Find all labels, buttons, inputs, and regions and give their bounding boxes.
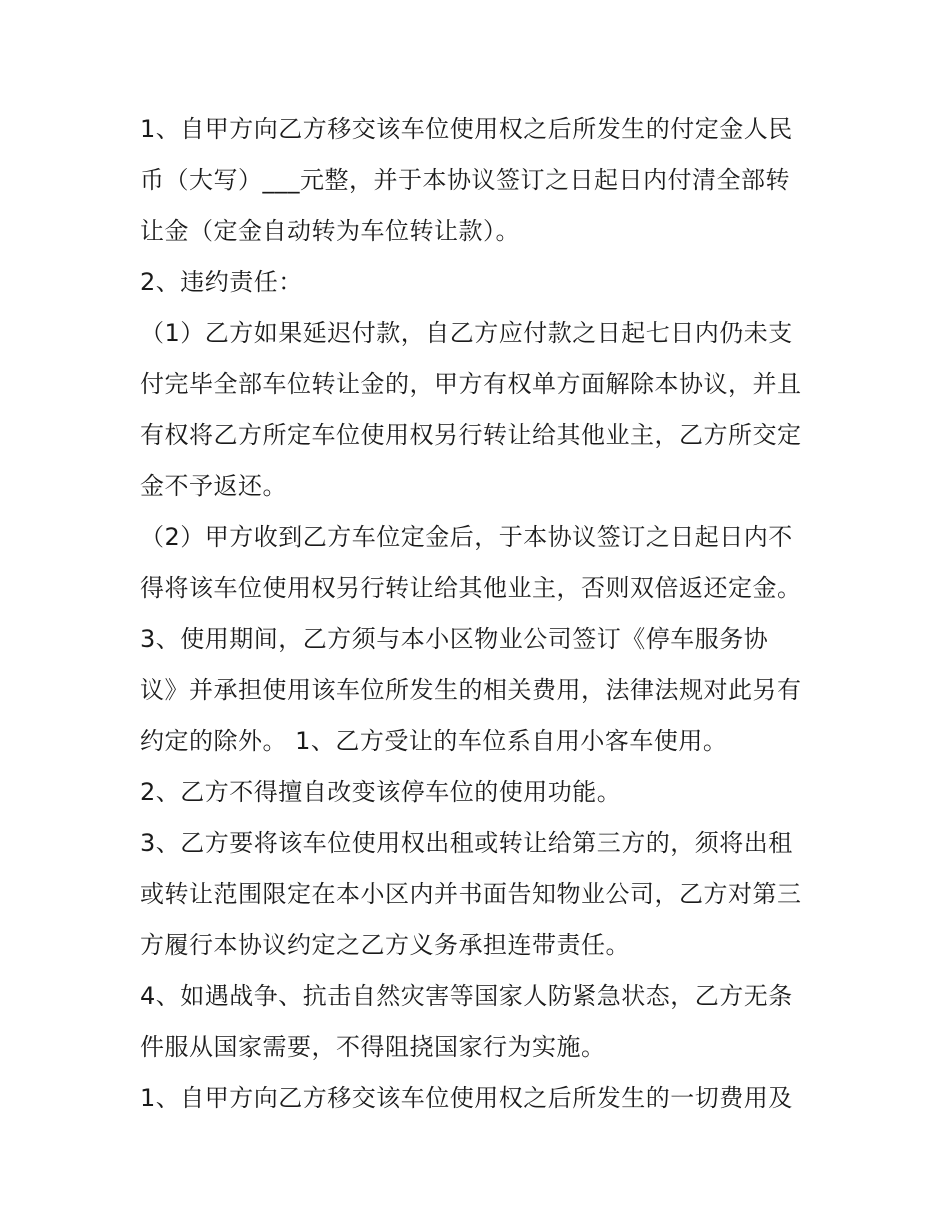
text-line: 让金（定金自动转为车位转让款）。 [140,217,520,245]
text-line: 付完毕全部车位转让金的，甲方有权单方面解除本协议，并且 [140,370,802,398]
text-line: 或转让范围限定在本小区内并书面告知物业公司，乙方对第三 [140,880,802,908]
text-line: 3、乙方要将该车位使用权出租或转让给第三方的，须将出租 [140,829,793,857]
text-line: 议》并承担使用该车位所发生的相关费用，法律法规对此另有 [140,676,802,704]
text-line: 3、使用期间，乙方须与本小区物业公司签订《停车服务协 [140,625,769,653]
text-line: 件服从国家需要，不得阻挠国家行为实施。 [140,1033,606,1061]
text-line: 有权将乙方所定车位使用权另行转让给其他业主，乙方所交定 [140,421,802,449]
text-line: 得将该车位使用权另行转让给其他业主，否则双倍返还定金。 [140,574,802,602]
document-body [140,104,820,1124]
text-line: 1、自甲方向乙方移交该车位使用权之后所发生的一切费用及 [140,1084,793,1112]
text-line: 1、自甲方向乙方移交该车位使用权之后所发生的付定金人民 [140,115,793,143]
text-line: 币（大写）___元整，并于本协议签订之日起日内付清全部转 [140,166,790,194]
text-line: 金不予返还。 [140,472,287,500]
text-line: （1）乙方如果延迟付款，自乙方应付款之日起七日内仍未支 [140,319,793,347]
text-line: 2、违约责任： [140,268,303,296]
text-line: 2、乙方不得擅自改变该停车位的使用功能。 [140,778,622,806]
text-line: （2）甲方收到乙方车位定金后，于本协议签订之日起日内不 [140,523,793,551]
text-line: 约定的除外。 1、乙方受让的车位系自用小客车使用。 [140,727,728,755]
text-line: 方履行本协议约定之乙方义务承担连带责任。 [140,931,630,959]
text-line: 4、如遇战争、抗击自然灾害等国家人防紧急状态，乙方无条 [140,982,793,1010]
